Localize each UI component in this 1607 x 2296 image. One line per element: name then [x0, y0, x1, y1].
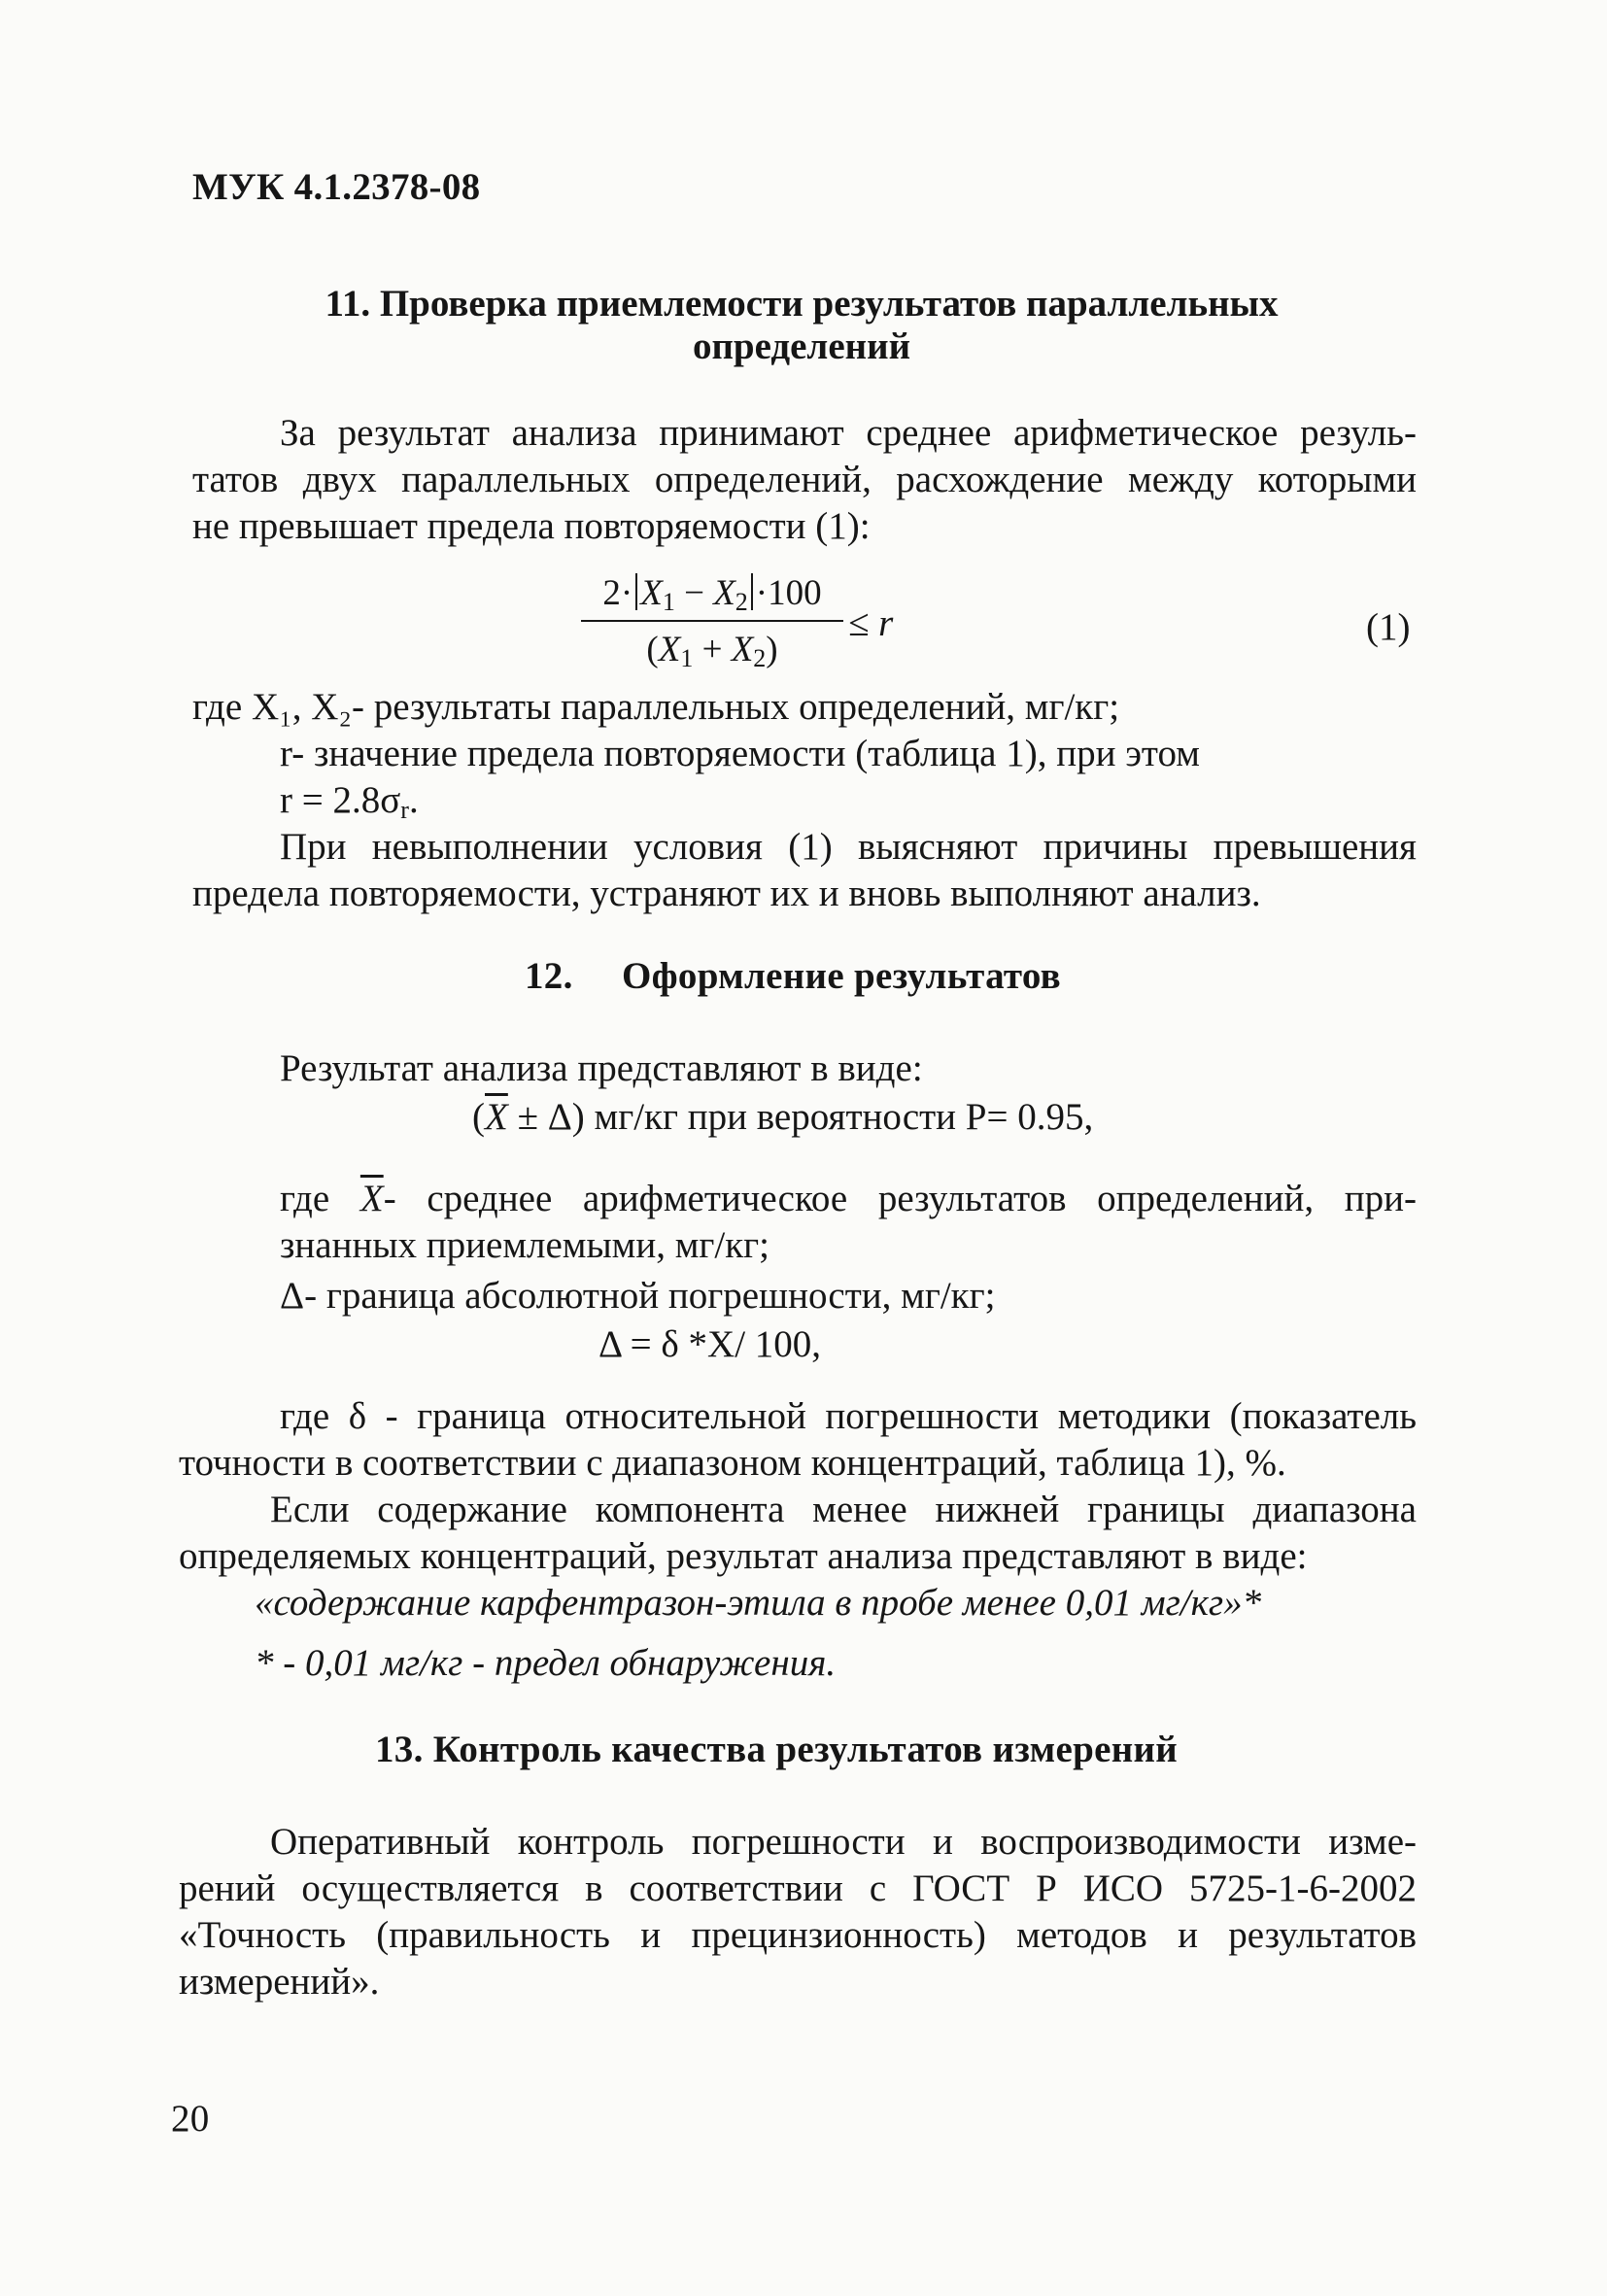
- formula-1-denominator: [581, 626, 843, 674]
- formula-denominator-sub2: 2: [753, 644, 767, 672]
- formula-numerator-x1: X: [640, 573, 663, 613]
- section-11-title-line1: 11. Проверка приемлемости результатов параллельных: [325, 283, 1279, 325]
- result-x-mean: $\overline{X}$: [485, 1096, 508, 1138]
- section-11-r-line: r- значение предела повторяемости (таблица 1), при этом: [280, 733, 1200, 774]
- formula-denominator-x2: X: [731, 630, 754, 669]
- section-11-r-equation: [280, 777, 419, 824]
- section-12-delta-equation: Δ = δ *Х/ 100,: [598, 1323, 822, 1365]
- section-11-para2-line2: предела повторяемости, устраняют их и вновь выполняют анализ.: [192, 873, 1261, 914]
- section-13-para-line3: «Точность (правильность и прецинзионность) методов и результатов: [179, 1914, 1417, 1956]
- result-rest: ± Δ) мг/кг при вероятности Р= 0.95,: [507, 1096, 1094, 1138]
- where-line1-text: - среднее арифметическое результатов определений, при-: [383, 1178, 1417, 1219]
- section-12-footnote: * - 0,01 мг/кг - предел обнаружения.: [255, 1642, 837, 1684]
- section-12-delta-where-line2: точности в соответствии с диапазоном концентраций, таблица 1), %.: [179, 1442, 1286, 1484]
- formula-1-fraction: [581, 569, 843, 674]
- section-11-para2-line1: При невыполнении условия (1) выясняют причины превышения: [280, 826, 1417, 868]
- section-12-number: 12.: [525, 955, 573, 997]
- formula-denominator-plus: +: [693, 630, 732, 669]
- section-11-where-line: где X₁, X₂- результаты параллельных определений, мг/кг;: [192, 686, 1120, 728]
- formula-denominator-sub1: 1: [680, 644, 694, 672]
- formula-denominator-x1: X: [658, 630, 681, 669]
- formula-1-number: (1): [1366, 606, 1411, 648]
- section-13-para-line4: измерений».: [179, 1961, 380, 2003]
- section-12-title: Оформление результатов: [622, 955, 1062, 997]
- formula-numerator-sub2: 2: [735, 588, 748, 616]
- document-code: МУК 4.1.2378-08: [192, 166, 481, 208]
- section-11-para1-line2: татов двух параллельных определений, расхождение между которыми: [192, 459, 1417, 500]
- section-13-para-line1: Оперативный контроль погрешности и воспроизводимости изме-: [270, 1821, 1417, 1863]
- formula-fraction-bar: [581, 620, 843, 622]
- section-12-where-line1: [280, 1176, 1417, 1222]
- section-12-delta-where-line1: где δ - граница относительной погрешности методики (показатель: [280, 1395, 1417, 1437]
- section-12-low-para-line2: определяемых концентраций, результат анализа представляют в виде:: [179, 1535, 1308, 1577]
- formula-1-numerator: [581, 569, 843, 618]
- r-equation-end: .: [408, 779, 419, 821]
- section-12-low-quote: «содержание карфентразон-этила в пробе менее 0,01 мг/кг»*: [255, 1582, 1262, 1624]
- r-equation-sub: r: [400, 796, 409, 824]
- formula-numerator-sub1: 1: [662, 588, 675, 616]
- formula-1-relation: ≤ r: [848, 602, 894, 644]
- section-13-para-line2: рений осуществляется в соответствии с ГОСТ Р ИСО 5725-1-6-2002: [179, 1868, 1417, 1909]
- page-number: 20: [171, 2098, 210, 2140]
- formula-numerator-x2: X: [713, 573, 735, 613]
- result-open: (: [472, 1096, 485, 1138]
- section-12-where-line2: знанных приемлемыми, мг/кг;: [280, 1224, 770, 1266]
- section-12-low-para-line1: Если содержание компонента менее нижней границы диапазона: [270, 1489, 1417, 1530]
- section-13-title: 13. Контроль качества результатов измерений: [375, 1729, 1179, 1770]
- section-11-para1-line1: За результат анализа принимают среднее арифметическое резуль-: [280, 412, 1417, 454]
- section-12-delta-line: Δ- граница абсолютной погрешности, мг/кг;: [280, 1275, 996, 1317]
- formula-numerator-prefix: 2·: [602, 573, 633, 613]
- section-11-title-line2: определений: [692, 326, 911, 367]
- formula-numerator-suffix: ·100: [755, 573, 822, 613]
- formula-numerator-minus: −: [674, 573, 714, 613]
- section-11-para1-line3: не превышает предела повторяемости (1):: [192, 505, 871, 547]
- section-12-intro: Результат анализа представляют в виде:: [280, 1047, 923, 1089]
- formula-denominator-open: (: [646, 630, 659, 669]
- formula-denominator-close: ): [766, 630, 778, 669]
- section-12-result-format: [472, 1094, 1093, 1141]
- r-equation-main: r = 2.8σ: [280, 779, 401, 821]
- where-prefix: где: [280, 1178, 360, 1219]
- where-x-mean: $\overline{X}$: [359, 1178, 384, 1219]
